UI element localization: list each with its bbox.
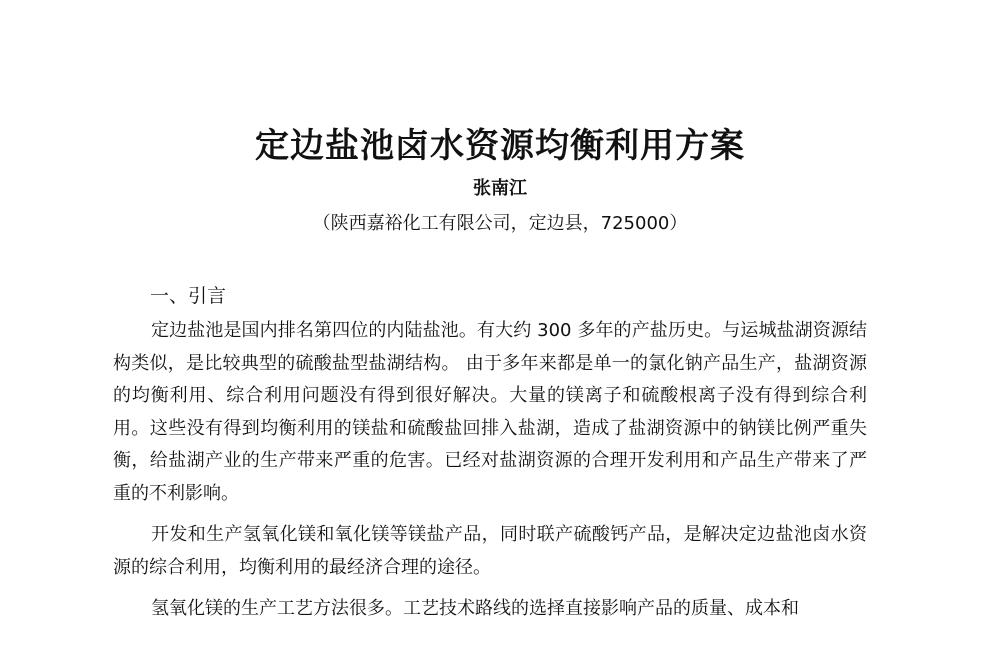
paragraph: 定边盐池是国内排名第四位的内陆盐池。有大约 300 多年的产盐历史。与运城盐湖资源结构类似，是比较典型的硫酸盐型盐湖结构。 由于多年来都是单一的氯化钠产品生产，盐湖资源的均衡利用、综合利用问题没有得到很好解决。大量的镁离子和硫酸根离子没有得到综合利用。这些没有得到均衡利用的镁盐和硫酸盐回排入盐湖，造成了盐湖资源中的钠镁比例严重失衡，给盐湖产业的生产带来严重的危害。已经对盐湖资源的合理开发利用和产品生产带来了严重的不利影响。 bbox=[113, 320, 867, 504]
body-text bbox=[113, 315, 867, 635]
author-name: 张南江 bbox=[473, 178, 527, 199]
document-title: 定边盐池卤水资源均衡利用方案 bbox=[255, 126, 745, 166]
author-affiliation: （陕西嘉裕化工有限公司，定边县，725000） bbox=[312, 213, 688, 234]
section-heading: 一、引言 bbox=[150, 285, 227, 307]
paragraph: 氢氧化镁的生产工艺方法很多。工艺技术路线的选择直接影响产品的质量、成本和 bbox=[151, 598, 799, 619]
paragraph: 开发和生产氢氧化镁和氧化镁等镁盐产品，同时联产硫酸钙产品，是解决定边盐池卤水资源的综合利用，均衡利用的最经济合理的途径。 bbox=[113, 524, 867, 578]
